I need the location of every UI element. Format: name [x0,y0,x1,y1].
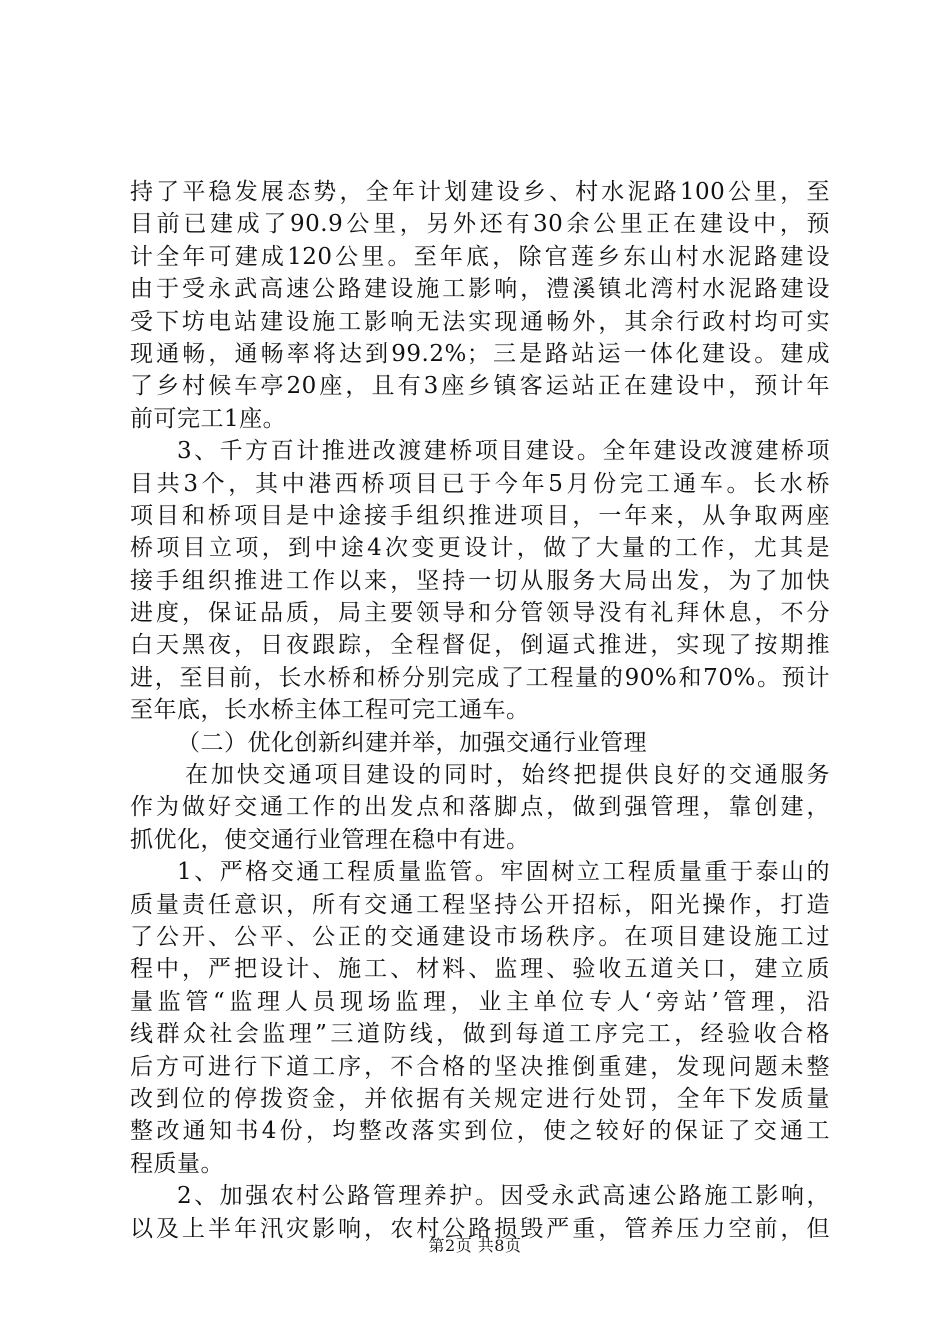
text-line: 白天黑夜，日夜跟踪，全程督促，倒逼式推进，实现了按期推 [130,632,830,659]
text-line: 项目和桥项目是中途接手组织推进项目，一年来，从争取两座 [130,502,830,529]
text-line: 了公开、公平、公正的交通建设市场秩序。在项目建设施工过 [130,923,830,950]
text-line: 抓优化，使交通行业管理在稳中有进。 [130,826,530,853]
text-line: 目前已建成了90.9公里，另外还有30余公里正在建设中，预 [130,211,830,238]
text-line: 目共3个，其中港西桥项目已于今年5月份完工通车。长水桥 [130,470,830,497]
text-line: 量监管“监理人员现场监理，业主单位专人‘旁站’管理，沿 [130,988,830,1015]
text-line: 由于受永武高速公路建设施工影响，澧溪镇北湾村水泥路建设 [130,276,830,303]
text-line: 作为做好交通工作的出发点和落脚点，做到强管理，靠创建， [130,794,830,821]
text-line: 以及上半年汛灾影响，农村公路损毁严重，管养压力空前，但 [130,1215,830,1242]
text-line: 至年底，长水桥主体工程可完工通车。 [130,697,530,724]
text-line: （二）优化创新纠建并举，加强交通行业管理 [177,729,647,756]
text-line: 后方可进行下道工序，不合格的坚决推倒重建，发现问题未整 [130,1053,830,1080]
page-footer: 第2页 共8页 [428,1236,522,1255]
text-line: 受下坊电站建设施工影响无法实现通畅外，其余行政村均可实 [130,308,830,335]
text-line: 接手组织推进工作以来，坚持一切从服务大局出发，为了加快 [130,567,830,594]
text-line: 桥项目立项，到中途4次变更设计，做了大量的工作，尤其是 [130,535,830,562]
text-line: 程中，严把设计、施工、材料、监理、验收五道关口，建立质 [130,956,830,983]
text-line: 线群众社会监理”三道防线，做到每道工序完工，经验收合格 [130,1021,830,1048]
text-line: 现通畅，通畅率将达到99.2%；三是路站运一体化建设。建成 [130,340,830,367]
document-body [130,176,830,1245]
text-line: 在加快交通项目建设的同时，始终把提供良好的交通服务 [185,762,830,789]
text-line: 计全年可建成120公里。至年底，除官莲乡东山村水泥路建设 [130,243,830,270]
text-line: 持了平稳发展态势，全年计划建设乡、村水泥路100公里，至 [130,179,830,205]
text-line: 前可完工1座。 [130,405,287,432]
text-line: 进，至目前，长水桥和桥分别完成了工程量的90%和70%。预计 [130,664,830,691]
text-line: 改到位的停拨资金，并依据有关规定进行处罚，全年下发质量 [130,1085,830,1112]
text-line: 程质量。 [130,1150,224,1177]
text-line: 整改通知书4份，均整改落实到位，使之较好的保证了交通工 [130,1118,830,1145]
text-line: 了乡村候车亭20座，且有3座乡镇客运站正在建设中，预计年 [130,373,830,400]
text-line: 进度，保证品质，局主要领导和分管领导没有礼拜休息，不分 [130,600,830,627]
text-line: 2、加强农村公路管理养护。因受永武高速公路施工影响， [177,1183,830,1210]
text-line: 1、严格交通工程质量监管。牢固树立工程质量重于泰山的 [177,859,830,886]
text-line: 3、千方百计推进改渡建桥项目建设。全年建设改渡建桥项 [177,438,830,465]
text-line: 质量责任意识，所有交通工程坚持公开招标，阳光操作，打造 [130,891,830,918]
